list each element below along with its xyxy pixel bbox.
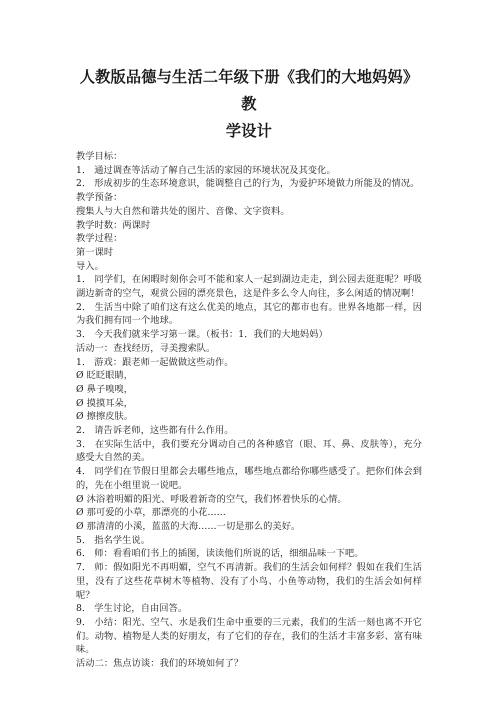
paragraph: 8． 学生讨论，自由回答。 xyxy=(76,603,188,615)
paragraph: 教学预备： xyxy=(76,192,123,204)
paragraph: 3． 今天我们就来学习第一课。（板书：1．我们的大地妈妈） xyxy=(76,329,328,341)
paragraph: 2． 请告诉老师，这些都有什么作用。 xyxy=(76,425,234,437)
paragraph: Ø 摸摸耳朵， xyxy=(76,397,134,409)
paragraph: Ø 沐浴着明媚的阳光、呼吸着新奇的空气，我们怀着快乐的心情。 xyxy=(76,493,347,505)
document-body xyxy=(76,150,422,671)
paragraph: 1． 游戏：跟老师一起做做这些动作。 xyxy=(76,356,234,368)
paragraph: 活动一：查找经历，寻美搜索队。 xyxy=(76,342,216,354)
document-title-line-1: 人教版品德与生活二年级下册《我们的大地妈妈》教 xyxy=(79,68,419,113)
paragraph: 第一课时 xyxy=(76,246,114,258)
paragraph: 4． 同学们在节假日里都会去哪些地点，哪些地点都给你哪些感受了。把你们体会到的，先在小组里说一说吧。 xyxy=(76,466,422,491)
paragraph: 教学过程： xyxy=(76,233,123,245)
paragraph: Ø 擦擦皮肤。 xyxy=(76,411,134,423)
paragraph: Ø 那可爱的小草，那漂亮的小花…… xyxy=(76,507,226,519)
paragraph: 2． 形成初步的生态环境意识，能调整自己的行为，为爱护环境做力所能及的情况。 xyxy=(76,178,420,190)
paragraph: 搜集人与大自然和谐共处的图片、音像、文字资料。 xyxy=(76,205,290,217)
paragraph: 2． 生活当中除了咱们这有这么优美的地点，其它的都市也有。世界各地都一样，因为我们拥有同一个地球。 xyxy=(76,301,422,327)
paragraph: 教学时数：两课时 xyxy=(76,219,151,231)
paragraph: Ø 那清清的小溪，蓝蓝的大海……一切是那么的美好。 xyxy=(76,520,301,532)
paragraph: 1． 通过调查等活动了解自己生活的家园的环境状况及其变化。 xyxy=(76,164,336,176)
paragraph: 9． 小结：阳光、空气、水是我们生命中重要的三元素，我们的生活一刻也离不开它们。动物、植物是人类的好朋友，有了它们的存在，我们的生活才丰富多彩、富有味味。 xyxy=(76,616,422,656)
paragraph: 3． 在实际生活中，我们要充分调动自己的各种感官（眼、耳、鼻、皮肤等），充分感受大自然的美。 xyxy=(76,438,422,464)
paragraph: 6． 师：看看咱们书上的插图，读读他们所说的话，细细品味一下吧。 xyxy=(76,548,364,560)
paragraph: Ø 鼻子嗅嗅， xyxy=(76,383,134,395)
document-title-line-2: 学设计 xyxy=(225,122,273,140)
paragraph: 导入。 xyxy=(76,260,104,272)
paragraph: 7． 师：假如阳光不再明媚，空气不再清新。我们的生活会如何样？假如在我们生活里，没有了这些花草树木等植物、没有了小鸟、小鱼等动物，我们的生活会如何样呢？ xyxy=(76,562,422,601)
paragraph: 1． 同学们，在闲暇时刻你会可不能和家人一起到湖边走走，到公园去逛逛呢？呼吸湖边新奇的空气，观赏公园的漂亮景色，这是件多么令人向往，多么闲适的情况啊！ xyxy=(76,274,422,300)
paragraph: 5． 指名学生说。 xyxy=(76,534,150,546)
document-title xyxy=(76,64,422,145)
paragraph: Ø 眨眨眼睛， xyxy=(76,370,134,382)
paragraph: 教学目标： xyxy=(76,151,123,162)
paragraph: 活动二：焦点访谈：我们的环境如何了？ xyxy=(76,658,244,670)
